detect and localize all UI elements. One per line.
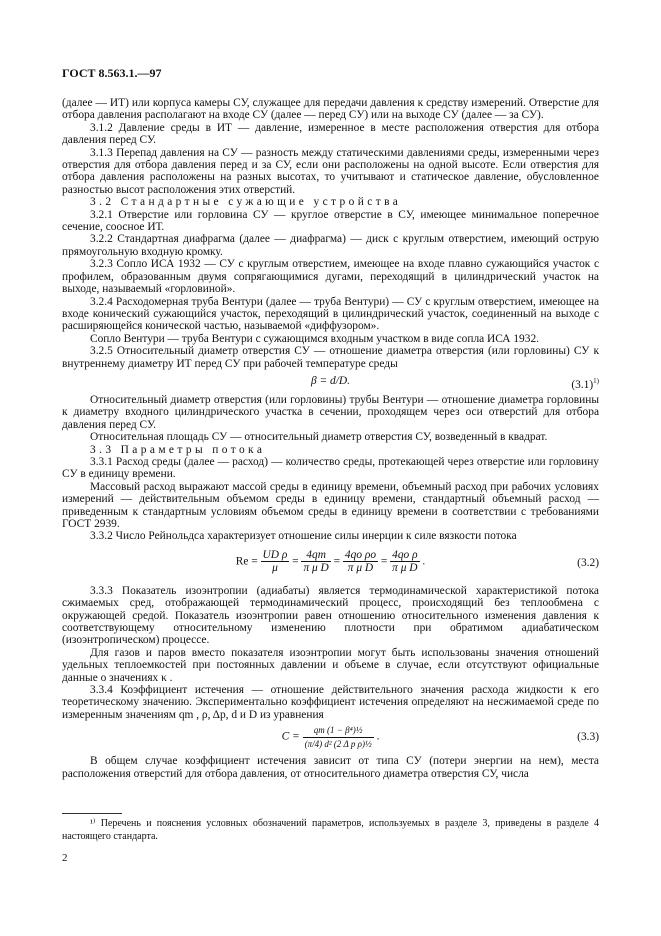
- formula-3-2-term2-num: 4qm: [301, 549, 330, 562]
- formula-3-3-lhs: C =: [281, 730, 300, 743]
- formula-3-2-term2-den: π μ D: [303, 562, 329, 575]
- paragraph: Относительный диаметр отверстия (или горловины) трубы Вентури — отношение диаметра горловины к диаметру входного цилиндрического участка в сечении, проходящем через оси отверстий для отбора давления перед СУ.: [62, 393, 599, 431]
- formula-3-2-term3-den: π μ D: [347, 562, 374, 575]
- formula-3-1-number: (3.1): [571, 378, 594, 391]
- paragraph: 3.3.3 Показатель изоэнтропии (адиабаты) является термодинамической характеристикой потока сжимаемых сред, отображающей термодинамический процесс, происходящий без теплообмена с окружающей средой. Показатель изоэнтропии равен отношению относительного изменения давления к соответствующему относительному изменению плотности при обратимом адиабатическом (изоэнтропическом) процессе.: [62, 584, 599, 647]
- paragraph: 3.2.5 Относительный диаметр отверстия СУ — отношение диаметра отверстия (или горловины) СУ к внутреннему диаметру ИТ перед СУ при рабочей температуре среды: [62, 345, 599, 370]
- formula-3-3-num: qm (1 − β⁴)½: [303, 724, 374, 737]
- formula-3-2-term4-num: 4qo ρ: [392, 548, 418, 561]
- formula-3-2-term3-num: 4qo ρo: [344, 548, 377, 561]
- formula-3-3-den: (π/4) d² (2 Δ p ρ)½: [304, 738, 372, 749]
- formula-3-2-number: (3.2): [577, 556, 599, 569]
- formula-3-2-term4-den: π μ D: [392, 562, 418, 575]
- page-number: 2: [62, 852, 68, 864]
- paragraph: (далее — ИТ) или корпуса камеры СУ, служащее для передачи давления к средству измерений. Отверстие для отбора давления располагают на входе СУ (далее — перед СУ) или на выходе СУ (далее — за СУ).: [62, 97, 599, 122]
- paragraph: Относительная площадь СУ — относительный диаметр отверстия СУ, возведенный в квадрат.: [90, 431, 548, 444]
- formula-3-3-number: (3.3): [577, 731, 599, 744]
- formula-3-2-term1-num: UD ρ: [262, 548, 288, 561]
- page-header: ГОСТ 8.563.1.—97: [62, 66, 162, 80]
- paragraph: 3.1.3 Перепад давления на СУ — разность между статическими давлениями среды, измеренными через отверстия для отбора давления перед и за СУ, если они расположены на одной высоте. Если отверстия для отбора давления расположены на разных высотах, то учитывают и статическое давление, обусловленное разностью высот расположения этих отверстий.: [62, 146, 599, 196]
- paragraph: 3.2.4 Расходомерная труба Вентури (далее — труба Вентури) — СУ с круглым отверстием, имеющее на входе конический сужающийся участок, переходящий в цилиндрический участок, соединенный на выходе с расширяющейся конической частью, называемой «диффузором».: [62, 295, 599, 333]
- formula-3-2: Re = $\frac{\text{UD ρ}}{\mu}$ = $\frac{4qm}{\text{π μ D}}$ = $\frac{\text{4qo ρo}}{\text{π μ D}}$ = $\frac{\text{4qo ρ}}{\text{π μ D}}$ . (3.2): [235, 548, 599, 575]
- formula-3-2-term1-den: μ: [272, 562, 278, 575]
- paragraph: 3.3.2 Число Рейнольдса характеризует отношение силы инерции к силе вязкости потока: [90, 530, 517, 543]
- section-heading: 3.2 Стандартные сужающие устройства: [90, 196, 402, 209]
- paragraph: В общем случае коэффициент истечения зависит от типа СУ (потери энергии на нем), места расположения отверстий для отбора давления, от относительного диаметра отверстия СУ, числа: [62, 755, 599, 780]
- paragraph: 3.2.1 Отверстие или горловина СУ — круглое отверстие в СУ, имеющее минимальное поперечное сечение, соосное ИТ.: [62, 208, 599, 234]
- formula-3-3: C = $\frac{\text{qm (1 − β⁴)½}}{\text{(π/4) d² (2 Δ p ρ)½}}$ . (3.3): [281, 725, 599, 749]
- footnote: ¹⁾ Перечень и пояснения условных обозначений параметров, используемых в разделе 3, приведены в разделе 4 настоящего стандарта.: [62, 818, 599, 842]
- paragraph: 3.3.4 Коэффициент истечения — отношение действительного значения расхода жидкости к его теоретическому значению. Экспериментально коэффициент истечения определяют на несжимаемой среде по измеренным значениям qm , ρ, Δp, d и D из уравнения: [62, 684, 599, 721]
- document-body: [62, 97, 599, 780]
- paragraph: Для газов и паров вместо показателя изоэнтропии могут быть использованы значения отношений удельных теплоемкостей при постоянных давлении и объеме в случае, если отсутствуют официальные данные о значениях κ .: [62, 646, 599, 684]
- formula-3-1-text: β = d/D.: [311, 374, 350, 387]
- formula-3-2-lhs: Re =: [235, 555, 258, 568]
- section-heading: 3.3 Параметры потока: [90, 443, 266, 456]
- formula-3-1-footnote-mark: 1): [593, 376, 599, 385]
- paragraph: Сопло Вентури — труба Вентури с сужающимся входным участком в виде сопла ИСА 1932.: [90, 332, 539, 345]
- paragraph: 3.1.2 Давление среды в ИТ — давление, измеренное в месте расположения отверстия для отбора давления перед СУ.: [62, 121, 599, 147]
- formula-3-1: [62, 370, 599, 394]
- paragraph: 3.3.1 Расход среды (далее — расход) — количество среды, протекающей через отверстие или горловину СУ в единицу времени.: [62, 455, 599, 481]
- paragraph: 3.2.2 Стандартная диафрагма (далее — диафрагма) — диск с круглым отверстием, имеющий острую прямоугольную входную кромку.: [62, 233, 599, 258]
- paragraph: 3.2.3 Сопло ИСА 1932 — СУ с круглым отверстием, имеющее на входе плавно сужающийся участок с профилем, образованным двумя сопрягающимися дугами, переходящий в цилиндрический участок на выходе, называемый «горловиной».: [62, 258, 599, 296]
- footnote-divider: [62, 813, 122, 814]
- paragraph: Массовый расход выражают массой среды в единицу времени, объемный расход при рабочих условиях измерений — действительным объемом среды в единицу времени, стандартный объемный расход — приведенным к стандартным условиям объемом среды в единицу времени в соответствии с требованиями ГОСТ 2939.: [62, 480, 599, 530]
